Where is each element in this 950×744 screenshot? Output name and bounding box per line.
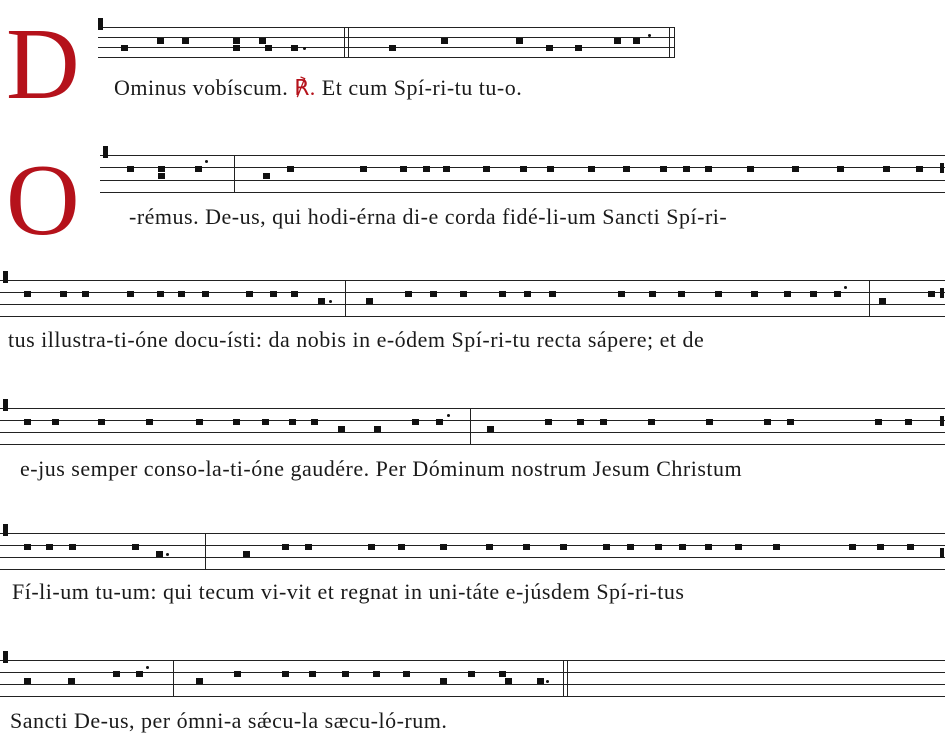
neume: [24, 544, 31, 550]
neume: [623, 166, 630, 172]
lyrics-line-1: Ominus vobíscum. ℟. Et cum Spí-ri-tu tu-o.: [114, 75, 523, 100]
neume: [282, 544, 289, 550]
response-sign: ℟.: [294, 75, 316, 100]
neume: [747, 166, 754, 172]
neume: [678, 291, 685, 297]
neume: [603, 544, 610, 550]
neume: [405, 291, 412, 297]
neume: [655, 544, 662, 550]
staff-line: [100, 155, 945, 156]
neume: [338, 426, 345, 432]
staff-line: [100, 192, 945, 193]
neume: [705, 166, 712, 172]
c-clef-icon: [3, 651, 8, 663]
neume: [907, 544, 914, 550]
neume: [683, 166, 690, 172]
neume: [113, 671, 120, 677]
neume: [182, 38, 189, 44]
neume: [233, 45, 240, 51]
neume: [157, 38, 164, 44]
neume: [837, 166, 844, 172]
neume: [82, 291, 89, 297]
neume: [136, 671, 143, 677]
neume: [389, 45, 396, 51]
staff-line: [0, 660, 945, 661]
neume: [810, 291, 817, 297]
punctum-dot: [329, 300, 332, 303]
bar-line: [205, 533, 206, 570]
neume: [305, 544, 312, 550]
punctum-dot: [648, 34, 651, 37]
bar-line: [567, 660, 568, 697]
neume: [24, 419, 31, 425]
custos-icon: [940, 416, 944, 426]
lyrics-line-2: -rémus. De-us, qui hodi-érna di-e corda fidé-li-um Sancti Spí-ri-: [129, 204, 728, 229]
bar-line: [869, 280, 870, 317]
neume: [648, 419, 655, 425]
punctum-dot: [205, 160, 208, 163]
staff-line: [0, 432, 945, 433]
neume: [916, 166, 923, 172]
bar-line: [674, 27, 675, 58]
bar-line: [470, 408, 471, 445]
neume: [633, 38, 640, 44]
neume: [792, 166, 799, 172]
neume: [537, 678, 544, 684]
neume: [368, 544, 375, 550]
neume: [132, 544, 139, 550]
neume: [243, 551, 250, 557]
neume: [373, 671, 380, 677]
neume: [265, 45, 272, 51]
punctum-dot: [447, 414, 450, 417]
c-clef-icon: [3, 271, 8, 283]
neume: [270, 291, 277, 297]
neume: [618, 291, 625, 297]
neume: [202, 291, 209, 297]
bar-line: [345, 280, 346, 317]
staff-line: [0, 292, 945, 293]
neume: [121, 45, 128, 51]
neume: [483, 166, 490, 172]
neume: [660, 166, 667, 172]
c-clef-icon: [3, 524, 8, 536]
neume: [468, 671, 475, 677]
neume: [560, 544, 567, 550]
neume: [751, 291, 758, 297]
staff-line: [0, 420, 945, 421]
neume: [440, 678, 447, 684]
neume: [178, 291, 185, 297]
neume: [879, 298, 886, 304]
neume: [289, 419, 296, 425]
neume: [195, 166, 202, 172]
neume: [146, 419, 153, 425]
neume: [905, 419, 912, 425]
neume: [262, 419, 269, 425]
staff-line: [0, 545, 945, 546]
bar-line: [348, 27, 349, 58]
neume: [460, 291, 467, 297]
neume: [398, 544, 405, 550]
neume: [715, 291, 722, 297]
neume: [157, 291, 164, 297]
neume: [679, 544, 686, 550]
neume: [735, 544, 742, 550]
neume: [196, 678, 203, 684]
neume: [520, 166, 527, 172]
punctum-dot: [844, 286, 847, 289]
neume: [487, 426, 494, 432]
neume: [499, 291, 506, 297]
custos-icon: [940, 548, 944, 558]
staff-line: [0, 684, 945, 685]
drop-cap-initial: O: [6, 144, 80, 257]
neume: [575, 45, 582, 51]
staff-line: [0, 280, 945, 281]
neume: [649, 291, 656, 297]
neume: [784, 291, 791, 297]
neume: [158, 166, 165, 172]
neume: [505, 678, 512, 684]
neume: [158, 173, 165, 179]
neume: [342, 671, 349, 677]
neume: [233, 38, 240, 44]
lyrics-line-6: Sancti De-us, per ómni-a sǽcu-la sæcu-ló-rum.: [10, 708, 448, 733]
bar-line: [234, 155, 235, 193]
staff-line: [0, 696, 945, 697]
neume: [627, 544, 634, 550]
neume: [705, 544, 712, 550]
final-double-bar: [563, 660, 564, 697]
neume: [499, 671, 506, 677]
staff-line: [0, 557, 945, 558]
lyrics-line-4: e-jus semper conso-la-ti-óne gaudére. Per Dóminum nostrum Jesum Christum: [20, 456, 743, 481]
neume: [60, 291, 67, 297]
staff-line: [0, 569, 945, 570]
lyrics-line-5: Fí-li-um tu-um: qui tecum vi-vit et regnat in uni-táte e-júsdem Spí-ri-tus: [12, 579, 685, 604]
neume: [360, 166, 367, 172]
c-clef-icon: [98, 18, 103, 30]
neume: [486, 544, 493, 550]
neume: [877, 544, 884, 550]
neume: [127, 291, 134, 297]
neume: [883, 166, 890, 172]
neume: [440, 544, 447, 550]
punctum-dot: [546, 680, 549, 683]
neume: [234, 671, 241, 677]
staff-line: [100, 180, 945, 181]
neume: [291, 45, 298, 51]
neume: [246, 291, 253, 297]
punctum-dot: [166, 553, 169, 556]
custos-icon: [940, 163, 944, 173]
neume: [311, 419, 318, 425]
neume: [588, 166, 595, 172]
neume: [196, 419, 203, 425]
neume: [773, 544, 780, 550]
neume: [423, 166, 430, 172]
neume: [547, 166, 554, 172]
neume: [68, 678, 75, 684]
staff-line: [98, 47, 675, 48]
neume: [127, 166, 134, 172]
neume: [834, 291, 841, 297]
punctum-dot: [146, 666, 149, 669]
neume: [849, 544, 856, 550]
c-clef-icon: [3, 399, 8, 411]
neume: [52, 419, 59, 425]
neume: [412, 419, 419, 425]
neume: [706, 419, 713, 425]
neume: [577, 419, 584, 425]
neume: [928, 291, 935, 297]
neume: [545, 419, 552, 425]
neume: [875, 419, 882, 425]
staff-line: [98, 57, 675, 58]
neume: [523, 544, 530, 550]
lyrics-line-3: tus illustra-ti-óne docu-ísti: da nobis in e-ódem Spí-ri-tu recta sápere; et de: [8, 327, 705, 352]
neume: [259, 38, 266, 44]
neume: [430, 291, 437, 297]
neume: [441, 38, 448, 44]
drop-cap-initial: D: [6, 8, 80, 121]
punctum-dot: [303, 47, 306, 50]
neume: [69, 544, 76, 550]
neume: [263, 173, 270, 179]
neume: [366, 298, 373, 304]
neume: [282, 671, 289, 677]
neume: [374, 426, 381, 432]
neume: [233, 419, 240, 425]
neume: [549, 291, 556, 297]
neume: [764, 419, 771, 425]
neume: [403, 671, 410, 677]
neume: [291, 291, 298, 297]
bar-line: [173, 660, 174, 697]
neume: [436, 419, 443, 425]
neume: [524, 291, 531, 297]
neume: [443, 166, 450, 172]
staff-line: [0, 408, 945, 409]
staff-line: [98, 27, 675, 28]
staff-line: [0, 304, 945, 305]
c-clef-icon: [103, 146, 108, 158]
neume: [98, 419, 105, 425]
neume: [287, 166, 294, 172]
neume: [614, 38, 621, 44]
neume: [309, 671, 316, 677]
staff-line: [0, 316, 945, 317]
neume: [600, 419, 607, 425]
custos-icon: [940, 288, 944, 298]
neume: [318, 298, 325, 304]
staff-line: [0, 444, 945, 445]
neume: [787, 419, 794, 425]
neume: [24, 678, 31, 684]
neume: [24, 291, 31, 297]
neume: [156, 551, 163, 557]
neume: [400, 166, 407, 172]
double-bar: [344, 27, 345, 58]
neume: [46, 544, 53, 550]
neume: [546, 45, 553, 51]
final-bar: [669, 27, 670, 58]
neume: [516, 38, 523, 44]
staff-line: [0, 533, 945, 534]
